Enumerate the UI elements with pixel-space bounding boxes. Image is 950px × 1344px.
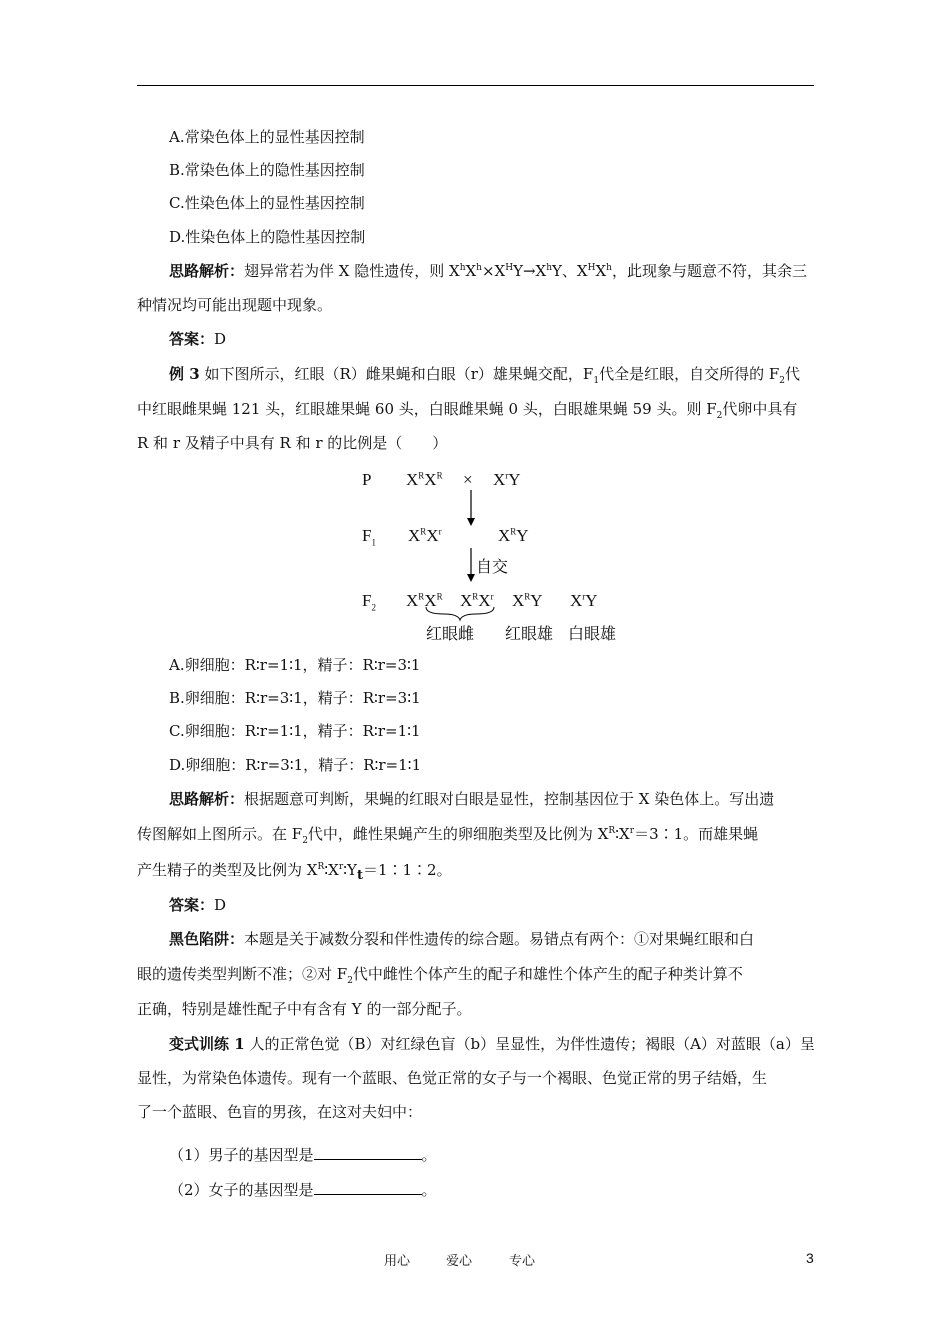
answer-1: 答案：D [169, 330, 227, 348]
selfing-label: 自交 [476, 557, 509, 576]
analysis-1-line-2: 种情况均可能出现题中现象。 [137, 296, 333, 314]
f2-genotype-3: $X^RY$ [512, 591, 543, 610]
analysis-1-line-1: 思路解析：翅异常若为伴 X 隐性遗传，则 $X^hX^h\times X^HY\to X^hY$、$X^HX^h$，此现象与题意不符，其余三 [169, 262, 807, 280]
footer-text-3: 专心 [509, 1254, 536, 1269]
header-rule [137, 85, 814, 86]
trap-line-3: 正确，特别是雄性配子中有含有 Y 的一部分配子。 [137, 1000, 472, 1018]
option-2-b: B.卵细胞：R∶r=3∶1，精子：R∶r=3∶1 [169, 689, 421, 707]
exercise-line-3: 了一个蓝眼、色盲的男孩，在这对夫妇中： [137, 1103, 423, 1121]
exercise-line-2: 显性，为常染色体遗传。现有一个蓝眼、色觉正常的女子与一个褐眼、色觉正常的男子结婚，生 [137, 1069, 768, 1087]
option-2-d: D.卵细胞：R∶r=3∶1，精子：R∶r=1∶1 [169, 756, 422, 774]
answer-blank-2[interactable] [314, 1180, 422, 1195]
example-3-line-3: R 和 r 及精子中具有 R 和 r 的比例是（ ） [137, 434, 448, 452]
exercise-line-1: 变式训练 1 人的正常色觉（B）对红绿色盲（b）呈显性，为伴性遗传；褐眼（A）对蓝眼（a）呈 [169, 1035, 815, 1053]
option-b: B.常染色体上的隐性基因控制 [169, 161, 365, 179]
footer-text-2: 爱心 [446, 1254, 473, 1269]
option-c: C.性染色体上的显性基因控制 [169, 194, 365, 212]
f1-male-genotype: $X^RY$ [498, 526, 529, 545]
analysis-2-line-1: 思路解析：根据题意可判断，果蝇的红眼对白眼是显性，控制基因位于 X 染色体上。写出遗 [169, 790, 775, 808]
option-2-c: C.卵细胞：R∶r=1∶1，精子：R∶r=1∶1 [169, 722, 421, 740]
analysis-2-line-3: 产生精子的类型及比例为 $X^R∶X^r∶Y_t=1∶1∶2$。 [137, 861, 452, 883]
example-3-line-2: 中红眼雌果蝇 121 头，红眼雄果蝇 60 头，白眼雌果蝇 0 头，白眼雄果蝇 59 头。则 $F_2$代卵中具有 [137, 400, 798, 421]
label-female-red: 红眼雌 [426, 624, 475, 643]
option-d: D.性染色体上的隐性基因控制 [169, 228, 366, 246]
f2-genotype-4: $X^rY$ [570, 591, 598, 610]
p-female-genotype: $X^RX^R$ [406, 470, 443, 489]
f1-label: $F_1$ [362, 526, 376, 548]
answer-2: 答案：D [169, 896, 227, 914]
example-3-line-1: 例 3 如下图所示，红眼（R）雌果蝇和白眼（r）雄果蝇交配，$F_1$代全是红眼，自交所得的 $F_2$代 [169, 365, 800, 386]
question-2: （2）女子的基因型是 。 [169, 1181, 437, 1199]
question-1: （1）男子的基因型是 。 [169, 1146, 437, 1164]
f1-female-genotype: $X^RX^r$ [408, 526, 442, 545]
option-a: A.常染色体上的显性基因控制 [169, 128, 365, 146]
p-male-genotype: $X^rY$ [493, 470, 521, 489]
label-male-red: 红眼雄 [505, 624, 554, 643]
page-number: 3 [806, 1250, 814, 1266]
p-label: P [362, 470, 372, 489]
footer-text-1: 用心 [384, 1254, 411, 1269]
f2-genotype-2: $X^RX^r$ [460, 591, 494, 610]
trap-line-1: 黑色陷阱：本题是关于减数分裂和伴性遗传的综合题。易错点有两个：①对果蝇红眼和白 [169, 930, 755, 948]
genetic-cross-diagram [350, 462, 650, 647]
f2-genotype-1: $X^RX^R$ [406, 591, 443, 610]
label-male-white: 白眼雄 [568, 624, 617, 643]
analysis-2-line-2: 传图解如上图所示。在 $F_2$代中，雌性果蝇产生的卵细胞类型及比例为 $X^R∶X^r=3∶1$。而雄果蝇 [137, 825, 759, 846]
analysis-label: 思路解析： [169, 262, 245, 280]
f2-label: $F_2$ [362, 591, 376, 613]
option-2-a: A.卵细胞：R∶r=1∶1，精子：R∶r=3∶1 [169, 656, 421, 674]
cross-symbol: × [463, 470, 473, 489]
answer-blank-1[interactable] [314, 1145, 422, 1160]
trap-line-2: 眼的遗传类型判断不准；②对 $F_2$代中雌性个体产生的配子和雄性个体产生的配子种类计算不 [137, 965, 743, 986]
